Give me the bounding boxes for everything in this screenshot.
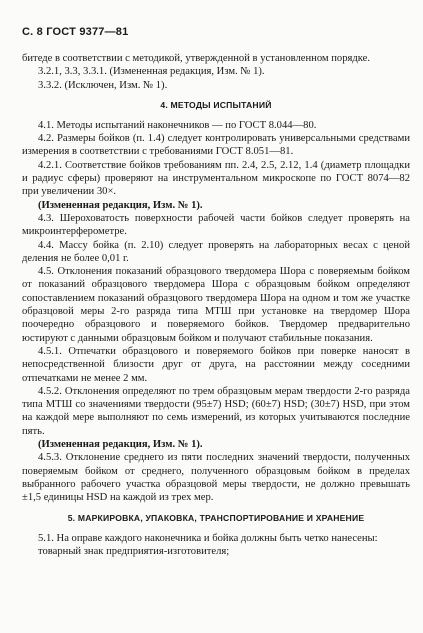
section-heading: 4. МЕТОДЫ ИСПЫТАНИЙ xyxy=(160,99,272,110)
paragraph: 4.4. Массу бойка (п. 2.10) следует проверять на лабораторных весах с ценой деления не более 0,01 г. xyxy=(22,239,410,264)
paragraph: 5.1. На оправе каждого наконечника и бойка должны быть четко нанесены: xyxy=(38,532,378,544)
paragraph: 3.2.1, 3.3, 3.3.1. (Измененная редакция, Изм. № 1). xyxy=(38,66,265,78)
amendment-note: (Измененная редакция, Изм. № 1). xyxy=(38,439,203,451)
paragraph: битеде в соответствии с методикой, утвержденной в установленном порядке. xyxy=(22,53,371,64)
paragraph: 4.1. Методы испытаний наконечников — по ГОСТ 8.044—80. xyxy=(38,119,317,131)
paragraph: 4.3. Шероховатость поверхности рабочей части бойков следует проверять на микроинтерферометре. xyxy=(22,212,410,238)
paragraph: 3.3.2. (Исключен, Изм. № 1). xyxy=(38,79,168,91)
paragraph: 4.2.1. Соответствие бойков требованиям пп. 2.4, 2.5, 2.12, 1.4 (диаметр площадки и радиус сферы) проверяют на инструментальном микроскопе по ГОСТ 8074—82 при увеличении 30×. xyxy=(22,159,410,198)
document-page xyxy=(22,26,410,558)
paragraph: 4.5. Отклонения показаний образцового твердомера Шора с поверяемым бойком от показаний образцового твердомера Шора с образцовым бойком определяют сопоставлением показаний образцового твердомера Шора на одном и том же участке образцовой меры 2-го разряда типа МТШ при установке на твердомер Шора поочередно образцового и поверяемого бойков. Твердомер предварительно юстируют с данными образцовым бойком и получают стабильные показания. xyxy=(22,266,410,344)
section-heading: 5. МАРКИРОВКА, УПАКОВКА, ТРАНСПОРТИРОВАНИЕ И ХРАНЕНИЕ xyxy=(67,512,365,523)
paragraph: 4.2. Размеры бойков (п. 1.4) следует контролировать универсальными средствами измерения в соответствии с требованиями ГОСТ 8.051—81. xyxy=(22,133,410,158)
paragraph: 4.5.1. Отпечатки образцового и поверяемого бойков при поверке наносят в непосредственной близости друг от друга, на расстоянии между соседними отпечатками не менее 2 мм. xyxy=(22,345,410,384)
amendment-note: (Измененная редакция, Изм. № 1). xyxy=(38,199,203,211)
paragraph: товарный знак предприятия-изготовителя; xyxy=(38,545,230,557)
paragraph: 4.5.3. Отклонение среднего из пяти последних значений твердости, полученных поверяемым бойком от среднего, полученного образцовым бойком в пределах выбранного рабочего участка образцовой меры твердости, не должно превышать ±1,5 единицы HSD на каждой из трех мер. xyxy=(22,452,410,504)
document-body xyxy=(22,52,410,558)
page-header: С. 8 ГОСТ 9377—81 xyxy=(22,26,129,38)
paragraph: 4.5.2. Отклонения определяют по трем образцовым мерам твердости 2-го разряда типа МТШ со значениями твердости (95±7) HSD; (60±7) HSD; (30±7) HSD, при этом на каждой мере выполняют по семь измерений, из которых учитываются последние пять. xyxy=(22,385,410,437)
